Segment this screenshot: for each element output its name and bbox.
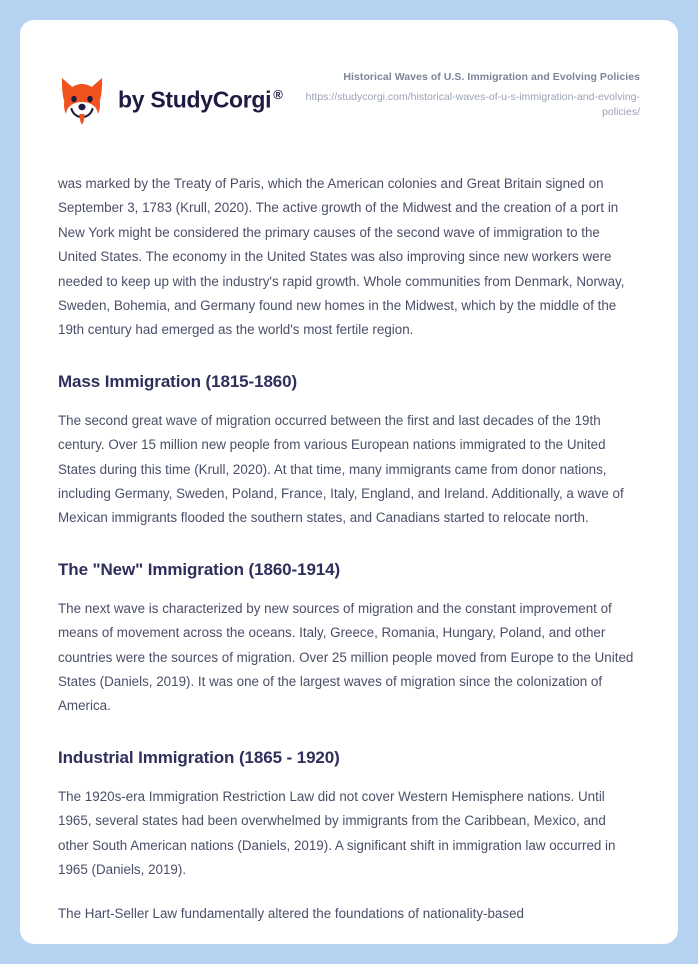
document-page (20, 20, 678, 944)
header-meta (300, 68, 640, 120)
source-url: https://studycorgi.com/historical-waves-of-u-s-immigration-and-evolving-policies/ (305, 90, 640, 119)
document-header (20, 20, 678, 126)
body-paragraph: The second great wave of migration occurred between the first and last decades of the 19th century. Over 15 million new people from various European nations immigrated to the United States during this time (Krull, 2020). At that time, many immigrants came from donor nations, including Germany, Sweden, Poland, France, Italy, England, and Ireland. Additionally, a wave of Mexican immigrants flooded the southern states, and Canadians started to relocate north. (58, 412, 624, 526)
section-heading: The "New" Immigration (1860-1914) (58, 559, 341, 579)
brand-wordmark (118, 88, 283, 112)
body-paragraph: The next wave is characterized by new sources of migration and the constant improvement of means of movement across the oceans. Italy, Greece, Romania, Hungary, Poland, and other countries were the sources of migration. Over 25 million people moved from Europe to the United States (Daniels, 2019). It was one of the largest waves of migration since the colonization of America. (58, 600, 634, 714)
studycorgi-brand (58, 68, 283, 126)
corgi-face-icon (58, 74, 106, 126)
page-title: Historical Waves of U.S. Immigration and Evolving Policies (343, 71, 640, 83)
brand-wordmark-text: by StudyCorgi (118, 86, 272, 113)
body-paragraph: The 1920s-era Immigration Restriction Law did not cover Western Hemisphere nations. Until 1965, several states had been overwhelmed by immigrants from the Caribbean, Mexico, and other South American nations (Daniels, 2019). A significant shift in immigration law occurred in 1965 (Daniels, 2019). (58, 788, 616, 878)
body-paragraph: was marked by the Treaty of Paris, which the American colonies and Great Britain signed on September 3, 1783 (Krull, 2020). The active growth of the Midwest and the creation of a port in New York might be considered the primary causes of the second wave of immigration to the United States. The economy in the United States was also improving since new workers were needed to keep up with the industry's rapid growth. Whole communities from Denmark, Norway, Sweden, Bohemia, and Germany found new homes in the Midwest, which by the middle of the 19th century had emerged as the world's most fertile region. (58, 176, 625, 338)
body-paragraph: The Hart-Seller Law fundamentally altered the foundations of nationality-based (58, 906, 524, 922)
section-heading: Mass Immigration (1815-1860) (58, 371, 298, 391)
section-heading: Industrial Immigration (1865 - 1920) (58, 747, 340, 767)
registered-trademark-icon: ® (273, 87, 283, 103)
document-content (20, 172, 678, 927)
